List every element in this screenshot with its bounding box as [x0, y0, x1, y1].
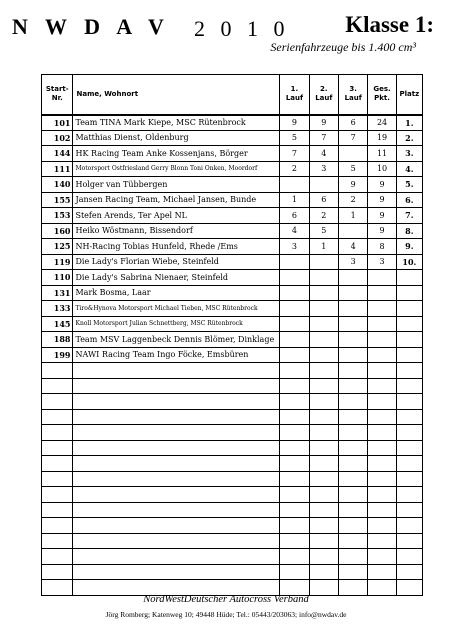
lauf-3-cell: 7: [339, 130, 368, 146]
empty-cell: [339, 580, 368, 596]
empty-cell: [73, 394, 280, 410]
empty-cell: [73, 580, 280, 596]
empty-cell: [396, 549, 422, 565]
place-cell: 3.: [396, 146, 422, 162]
place-cell: [396, 316, 422, 332]
name-cell: Die Lady's Sabrina Nienaer, Steinfeld: [73, 270, 280, 286]
start-nr-cell: 199: [42, 347, 73, 363]
start-nr-cell: 102: [42, 130, 73, 146]
empty-cell: [73, 456, 280, 472]
empty-cell: [42, 456, 73, 472]
lauf-1-cell: [280, 177, 309, 193]
empty-cell: [396, 456, 422, 472]
empty-cell: [368, 394, 396, 410]
empty-cell: [42, 409, 73, 425]
empty-cell: [396, 471, 422, 487]
empty-cell: [368, 425, 396, 441]
table-row: [42, 254, 423, 270]
empty-cell: [368, 409, 396, 425]
name-cell: Heiko Wöstmann, Bissendorf: [73, 223, 280, 239]
empty-cell: [73, 564, 280, 580]
start-nr-cell: 110: [42, 270, 73, 286]
total-cell: 9: [368, 223, 396, 239]
empty-cell: [309, 564, 338, 580]
col-total: Ges. Pkt.: [368, 75, 396, 115]
empty-cell: [280, 518, 309, 534]
empty-cell: [339, 363, 368, 379]
start-nr-cell: 153: [42, 208, 73, 224]
total-cell: 8: [368, 239, 396, 255]
table-row: [42, 239, 423, 255]
total-cell: 9: [368, 208, 396, 224]
empty-cell: [339, 518, 368, 534]
empty-cell: [339, 549, 368, 565]
empty-cell: [339, 425, 368, 441]
empty-row: [42, 363, 423, 379]
empty-cell: [396, 440, 422, 456]
empty-cell: [396, 409, 422, 425]
table-row: [42, 285, 423, 301]
empty-cell: [339, 533, 368, 549]
empty-cell: [309, 440, 338, 456]
place-cell: 2.: [396, 130, 422, 146]
empty-row: [42, 394, 423, 410]
total-cell: 9: [368, 177, 396, 193]
place-cell: [396, 347, 422, 363]
total-cell: 9: [368, 192, 396, 208]
lauf-2-cell: 2: [309, 208, 338, 224]
empty-cell: [73, 487, 280, 503]
empty-cell: [396, 363, 422, 379]
place-cell: 4.: [396, 161, 422, 177]
name-cell: Jansen Racing Team, Michael Jansen, Bunde: [73, 192, 280, 208]
start-nr-cell: 133: [42, 301, 73, 317]
empty-cell: [73, 471, 280, 487]
lauf-2-cell: 4: [309, 146, 338, 162]
empty-cell: [309, 518, 338, 534]
table-row: [42, 270, 423, 286]
header-year: 2 0 1 0: [194, 16, 290, 41]
empty-cell: [339, 502, 368, 518]
empty-cell: [280, 471, 309, 487]
empty-cell: [42, 580, 73, 596]
empty-cell: [339, 471, 368, 487]
table-row: [42, 192, 423, 208]
class-subtitle: Serienfahrzeuge bis 1.400 cm³: [270, 40, 416, 54]
empty-cell: [73, 502, 280, 518]
start-nr-cell: 144: [42, 146, 73, 162]
table-row: [42, 130, 423, 146]
empty-cell: [396, 533, 422, 549]
name-cell: Motorsport Ostfriesland Gerry Blonn Toni Onken, Moordorf: [73, 161, 280, 177]
empty-row: [42, 456, 423, 472]
total-cell: [368, 301, 396, 317]
empty-cell: [309, 394, 338, 410]
place-cell: [396, 270, 422, 286]
empty-cell: [368, 502, 396, 518]
empty-cell: [280, 564, 309, 580]
empty-cell: [280, 425, 309, 441]
lauf-1-cell: 6: [280, 208, 309, 224]
table-row: [42, 347, 423, 363]
empty-cell: [368, 363, 396, 379]
empty-cell: [42, 440, 73, 456]
lauf-2-cell: 1: [309, 239, 338, 255]
empty-cell: [339, 409, 368, 425]
empty-cell: [339, 487, 368, 503]
footer-address: Jörg Romberg; Katenweg 10; 49448 Hüde; Tel.: 05443/203063; info@nwdav.de: [105, 610, 347, 619]
empty-cell: [280, 533, 309, 549]
name-cell: Mark Bosma, Laar: [73, 285, 280, 301]
start-nr-cell: 101: [42, 115, 73, 131]
start-nr-cell: 188: [42, 332, 73, 348]
empty-cell: [42, 533, 73, 549]
lauf-3-cell: 4: [339, 239, 368, 255]
empty-cell: [368, 533, 396, 549]
empty-row: [42, 471, 423, 487]
empty-cell: [309, 409, 338, 425]
lauf-2-cell: 9: [309, 115, 338, 131]
empty-cell: [73, 409, 280, 425]
start-nr-cell: 145: [42, 316, 73, 332]
empty-cell: [73, 363, 280, 379]
empty-cell: [368, 580, 396, 596]
empty-row: [42, 378, 423, 394]
empty-cell: [368, 564, 396, 580]
empty-cell: [280, 409, 309, 425]
lauf-2-cell: [309, 332, 338, 348]
empty-cell: [42, 394, 73, 410]
empty-cell: [396, 564, 422, 580]
empty-rows: [42, 363, 423, 596]
table-row: [42, 223, 423, 239]
lauf-2-cell: [309, 301, 338, 317]
class-title: Klasse 1:: [345, 12, 434, 37]
empty-row: [42, 580, 423, 596]
total-cell: 24: [368, 115, 396, 131]
empty-cell: [309, 456, 338, 472]
empty-row: [42, 425, 423, 441]
empty-cell: [73, 440, 280, 456]
empty-row: [42, 518, 423, 534]
place-cell: [396, 285, 422, 301]
empty-row: [42, 440, 423, 456]
lauf-1-cell: [280, 270, 309, 286]
lauf-3-cell: [339, 270, 368, 286]
lauf-2-cell: [309, 254, 338, 270]
place-cell: [396, 332, 422, 348]
lauf-3-cell: 5: [339, 161, 368, 177]
lauf-2-cell: [309, 347, 338, 363]
lauf-1-cell: [280, 347, 309, 363]
empty-cell: [309, 580, 338, 596]
empty-row: [42, 502, 423, 518]
empty-cell: [280, 487, 309, 503]
empty-cell: [368, 549, 396, 565]
footer-org: NordWestDeutscher Autocross Verband: [143, 594, 309, 605]
empty-cell: [42, 549, 73, 565]
empty-cell: [42, 518, 73, 534]
table-row: [42, 301, 423, 317]
empty-cell: [339, 564, 368, 580]
lauf-3-cell: [339, 316, 368, 332]
empty-cell: [42, 425, 73, 441]
lauf-2-cell: 3: [309, 161, 338, 177]
lauf-3-cell: 6: [339, 115, 368, 131]
lauf-3-cell: [339, 285, 368, 301]
lauf-2-cell: 5: [309, 223, 338, 239]
place-cell: 10.: [396, 254, 422, 270]
place-cell: 9.: [396, 239, 422, 255]
lauf-3-cell: [339, 301, 368, 317]
empty-cell: [368, 440, 396, 456]
table-row: [42, 115, 423, 131]
lauf-1-cell: [280, 285, 309, 301]
col-lauf-2: 2. Lauf: [309, 75, 338, 115]
table-row: [42, 332, 423, 348]
empty-cell: [396, 487, 422, 503]
total-cell: 10: [368, 161, 396, 177]
col-place: Platz: [396, 75, 422, 115]
lauf-2-cell: 7: [309, 130, 338, 146]
empty-cell: [42, 487, 73, 503]
empty-cell: [42, 378, 73, 394]
empty-cell: [42, 471, 73, 487]
col-lauf-1: 1. Lauf: [280, 75, 309, 115]
table-row: [42, 161, 423, 177]
total-cell: [368, 347, 396, 363]
table-header-row: [42, 75, 423, 115]
empty-cell: [280, 378, 309, 394]
place-cell: 6.: [396, 192, 422, 208]
name-cell: Team MSV Laggenbeck Dennis Blömer, Dinklage: [73, 332, 280, 348]
empty-cell: [309, 363, 338, 379]
lauf-1-cell: [280, 316, 309, 332]
empty-cell: [280, 549, 309, 565]
empty-cell: [368, 456, 396, 472]
lauf-1-cell: [280, 254, 309, 270]
lauf-2-cell: [309, 270, 338, 286]
empty-cell: [396, 580, 422, 596]
start-nr-cell: 160: [42, 223, 73, 239]
start-nr-cell: 111: [42, 161, 73, 177]
empty-cell: [309, 487, 338, 503]
lauf-1-cell: [280, 301, 309, 317]
name-cell: Matthias Dienst, Oldenburg: [73, 130, 280, 146]
total-cell: [368, 332, 396, 348]
name-cell: Holger van Tübbergen: [73, 177, 280, 193]
empty-cell: [280, 440, 309, 456]
empty-cell: [368, 518, 396, 534]
empty-cell: [396, 394, 422, 410]
total-cell: [368, 316, 396, 332]
empty-cell: [339, 394, 368, 410]
name-cell: HK Racing Team Anke Kossenjans, Börger: [73, 146, 280, 162]
lauf-3-cell: [339, 146, 368, 162]
empty-cell: [73, 425, 280, 441]
col-lauf-3: 3. Lauf: [339, 75, 368, 115]
table-row: [42, 146, 423, 162]
empty-cell: [73, 378, 280, 394]
results-body: [42, 115, 423, 363]
empty-cell: [309, 502, 338, 518]
lauf-3-cell: [339, 347, 368, 363]
empty-cell: [73, 518, 280, 534]
empty-cell: [280, 502, 309, 518]
place-cell: 7.: [396, 208, 422, 224]
total-cell: 19: [368, 130, 396, 146]
lauf-1-cell: 5: [280, 130, 309, 146]
empty-row: [42, 533, 423, 549]
table-row: [42, 316, 423, 332]
lauf-3-cell: 9: [339, 177, 368, 193]
name-cell: Die Lady's Florian Wiebe, Steinfeld: [73, 254, 280, 270]
start-nr-cell: 140: [42, 177, 73, 193]
empty-cell: [339, 378, 368, 394]
lauf-3-cell: 2: [339, 192, 368, 208]
empty-cell: [396, 502, 422, 518]
lauf-2-cell: [309, 285, 338, 301]
place-cell: 1.: [396, 115, 422, 131]
empty-cell: [339, 440, 368, 456]
name-cell: Knoll Motorsport Julian Schnettberg, MSC Rütenbrock: [73, 316, 280, 332]
empty-cell: [309, 549, 338, 565]
lauf-2-cell: [309, 316, 338, 332]
empty-cell: [280, 456, 309, 472]
total-cell: [368, 285, 396, 301]
empty-cell: [396, 518, 422, 534]
table-row: [42, 208, 423, 224]
empty-row: [42, 564, 423, 580]
place-cell: 5.: [396, 177, 422, 193]
start-nr-cell: 119: [42, 254, 73, 270]
empty-row: [42, 487, 423, 503]
header-org: N W D A V: [12, 14, 170, 39]
lauf-3-cell: 3: [339, 254, 368, 270]
start-nr-cell: 155: [42, 192, 73, 208]
lauf-2-cell: 6: [309, 192, 338, 208]
lauf-3-cell: [339, 223, 368, 239]
empty-cell: [42, 502, 73, 518]
empty-row: [42, 549, 423, 565]
place-cell: 8.: [396, 223, 422, 239]
lauf-3-cell: [339, 332, 368, 348]
results-table: [41, 74, 423, 596]
start-nr-cell: 131: [42, 285, 73, 301]
lauf-1-cell: 2: [280, 161, 309, 177]
empty-cell: [309, 471, 338, 487]
total-cell: 3: [368, 254, 396, 270]
empty-cell: [73, 533, 280, 549]
lauf-3-cell: 1: [339, 208, 368, 224]
empty-cell: [368, 471, 396, 487]
place-cell: [396, 301, 422, 317]
empty-cell: [396, 378, 422, 394]
empty-cell: [280, 394, 309, 410]
lauf-1-cell: 1: [280, 192, 309, 208]
col-start-nr: Start-Nr.: [42, 75, 73, 115]
name-cell: NAWI Racing Team Ingo Föcke, Emsbüren: [73, 347, 280, 363]
empty-cell: [42, 564, 73, 580]
lauf-2-cell: [309, 177, 338, 193]
empty-row: [42, 409, 423, 425]
empty-cell: [73, 549, 280, 565]
table-row: [42, 177, 423, 193]
empty-cell: [396, 425, 422, 441]
name-cell: NH-Racing Tobias Hunfeld, Rhede /Ems: [73, 239, 280, 255]
total-cell: [368, 270, 396, 286]
empty-cell: [280, 580, 309, 596]
empty-cell: [368, 487, 396, 503]
name-cell: Team TINA Mark Kiepe, MSC Rütenbrock: [73, 115, 280, 131]
empty-cell: [368, 378, 396, 394]
lauf-1-cell: 7: [280, 146, 309, 162]
col-name: Name, Wohnort: [73, 75, 280, 115]
lauf-1-cell: 3: [280, 239, 309, 255]
name-cell: Stefen Arends, Ter Apel NL: [73, 208, 280, 224]
empty-cell: [309, 533, 338, 549]
empty-cell: [309, 378, 338, 394]
empty-cell: [339, 456, 368, 472]
lauf-1-cell: 9: [280, 115, 309, 131]
name-cell: Tiro&Hynova Motorsport Michael Tieben, MSC Rütenbrock: [73, 301, 280, 317]
empty-cell: [309, 425, 338, 441]
empty-cell: [280, 363, 309, 379]
empty-cell: [42, 363, 73, 379]
lauf-1-cell: 4: [280, 223, 309, 239]
start-nr-cell: 125: [42, 239, 73, 255]
lauf-1-cell: [280, 332, 309, 348]
total-cell: 11: [368, 146, 396, 162]
